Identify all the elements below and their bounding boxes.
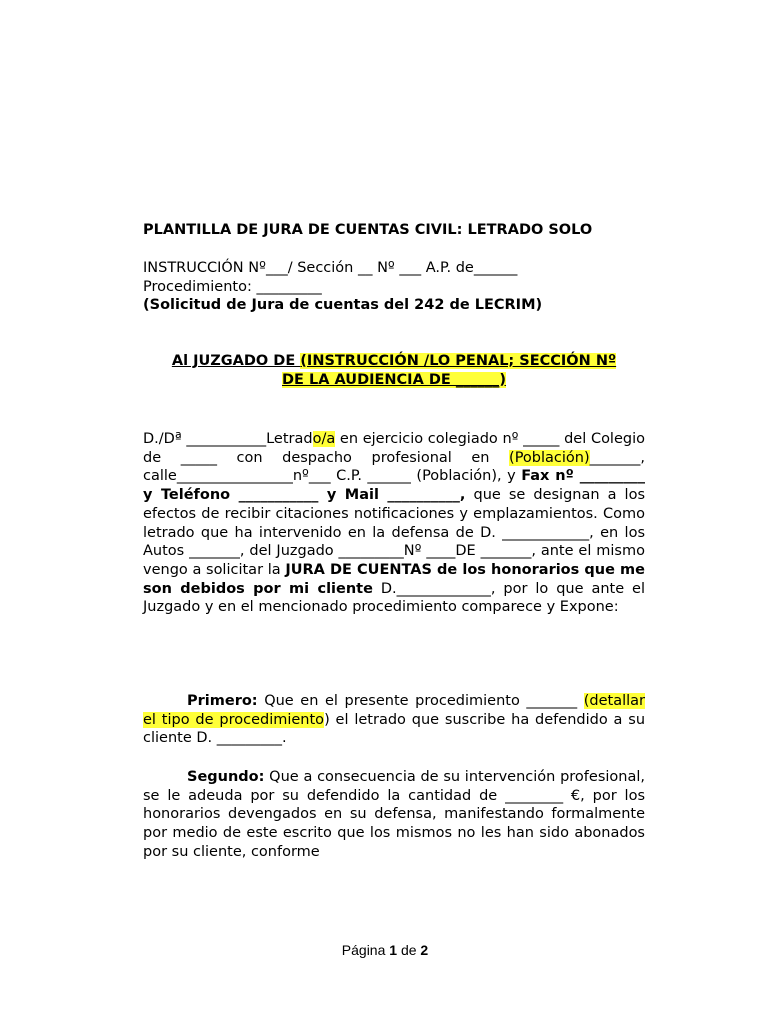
intro-highlight-1: o/a: [312, 431, 336, 447]
intro-text-5: D._____________, por lo que ante el Juzgado y en el mencionado procedimiento comparece y Expone:: [143, 580, 646, 616]
intro-text-2: en ejercicio colegiado nº _____ del Colegio de _____ con despacho profesional en: [143, 431, 645, 466]
page-footer: [0, 942, 770, 958]
primero-label: Primero:: [187, 693, 258, 709]
footer-prefix: Página: [341, 942, 390, 958]
footer-page-number: 1: [389, 942, 398, 958]
segundo-label: Segundo:: [187, 769, 265, 785]
intro-bold-jura: JURA DE CUENTAS de los honorarios que me son debidos por mi cliente: [143, 561, 645, 597]
addressee-highlight-1: (INSTRUCCIÓN /LO PENAL; SECCIÓN Nº: [300, 353, 617, 369]
paragraph-segundo: [143, 768, 645, 862]
primero-text-2: ) el letrado que suscribe ha defendido a su cliente D. _________.: [143, 711, 646, 747]
intro-highlight-2: (Población): [509, 449, 590, 466]
paragraph-primero: [143, 692, 645, 748]
intro-text-3: _______, calle________________nº___ C.P. ______ (Población), y: [143, 449, 645, 485]
document-title: PLANTILLA DE JURA DE CUENTAS CIVIL: LETRADO SOLO: [143, 222, 593, 238]
addressee-prefix: Al JUZGADO DE: [171, 353, 301, 369]
footer-page-total: 2: [420, 942, 429, 958]
case-line-procedimiento: Procedimiento: _________: [143, 278, 322, 295]
case-line-instruccion: INSTRUCCIÓN Nº___/ Sección __ Nº ___ A.P. de______: [143, 260, 518, 276]
case-reference: [143, 259, 645, 315]
footer-middle: de: [397, 942, 421, 958]
addressee-heading: [143, 352, 645, 389]
intro-text-4: que se designan a los efectos de recibir citaciones notificaciones y emplazamientos. Como letrado que ha intervenido en la defensa de D. ____________, en los Autos _______, del Juzgado _________Nº ____DE _______, ante el mismo vengo a solicitar la: [143, 487, 646, 578]
primero-highlight: (detallar el tipo de procedimiento: [143, 693, 645, 728]
segundo-text-1: Que a consecuencia de su intervención profesional, se le adeuda por su defendido la cantidad de ________ €, por los honorarios devengados en su defensa, manifestando formalmente por medio de este escrito que los mismos no les han sido abonados por su cliente, conforme: [143, 769, 645, 860]
intro-text-1: D./Dª ___________Letrad: [143, 431, 313, 447]
intro-bold-contact: Fax nº _________ y Teléfono ___________ y Mail __________,: [143, 468, 645, 504]
case-line-solicitud: (Solicitud de Jura de cuentas del 242 de LECRIM): [143, 297, 543, 314]
primero-text-1: Que en el presente procedimiento _______: [257, 693, 584, 709]
intro-paragraph: [143, 430, 645, 617]
addressee-highlight-2: DE LA AUDIENCIA DE ______): [282, 371, 506, 388]
